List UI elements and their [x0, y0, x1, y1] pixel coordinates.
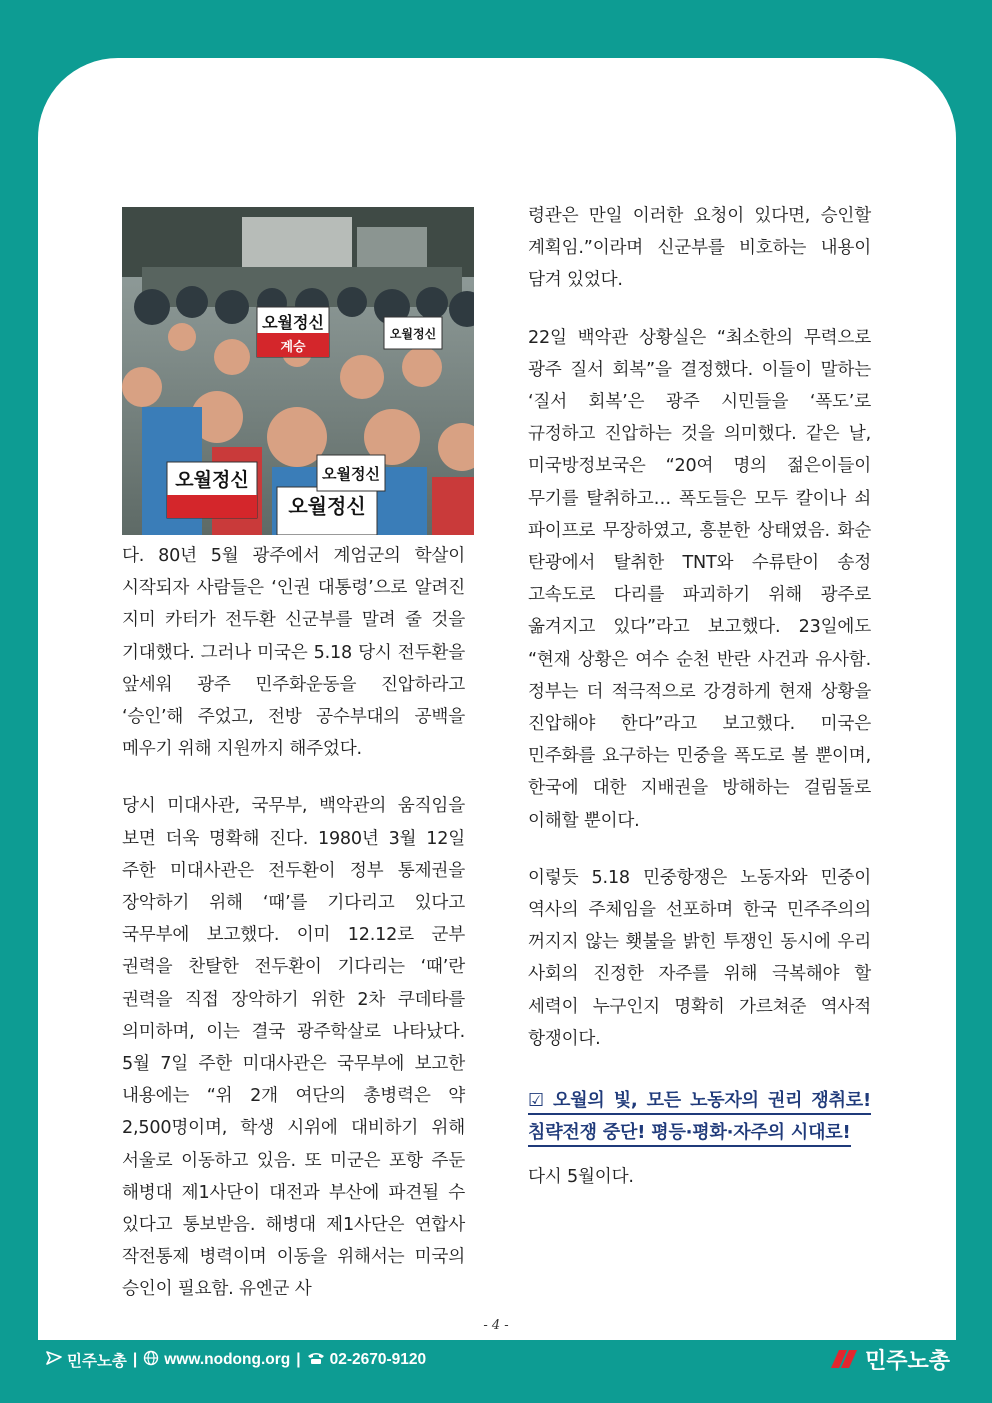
logo	[825, 1344, 950, 1374]
paragraph: 이렇듯 5.18 민중항쟁은 노동자와 민중이 역사의 주체임을 선포하며 한국 민주주의의 꺼지지 않는 횃불을 밝힌 투쟁인 동시에 우리 사회의 진정한 자주를 위해 극복해야 할 세력이 누구인지 명확히 가르쳐준 역사적 항쟁이다.	[528, 867, 871, 1049]
divider: |	[132, 1351, 138, 1368]
logo-text: 민주노총	[864, 1347, 950, 1373]
left-column	[122, 540, 465, 1331]
paragraph: 다. 80년 5월 광주에서 계엄군의 학살이 시작되자 사람들은 ‘인권 대통령’으로 알려진 지미 카터가 전두환 신군부를 말려 줄 것을 기대했다. 그러나 미국은 5.18 당시 전두환을 앞세워 광주 민주화운동을 진압하라고 ‘승인’해 주었고, 전방 공수부대의 공백을 메우기 위해 지원까지 해주었다.	[122, 546, 465, 760]
footer-website-link[interactable]: www.nodong.org	[164, 1351, 291, 1368]
sign-text: 오월정신	[389, 327, 437, 341]
sign-text: 오월정신	[262, 313, 324, 332]
divider: |	[296, 1351, 301, 1368]
globe-icon	[143, 1350, 159, 1371]
footer-contact	[46, 1346, 426, 1374]
sign-text: 오월정신	[322, 465, 380, 483]
send-icon	[46, 1350, 62, 1371]
section-heading	[528, 1085, 871, 1149]
protest-photo	[122, 207, 474, 535]
right-column	[528, 200, 871, 1218]
sign-text: 오월정신	[288, 494, 366, 518]
page-number: - 4 -	[483, 1318, 509, 1333]
footer-phone: 02-2670-9120	[329, 1351, 427, 1368]
logo-mark-icon	[825, 1348, 859, 1370]
sign-text: 오월정신	[175, 469, 249, 491]
paragraph: 당시 미대사관, 국무부, 백악관의 움직임을 보면 더욱 명확해 진다. 1980년 3월 12일 주한 미대사관은 전두환이 정부 통제권을 장악하기 위해 ‘때’를 기다리고 있다고 국무부에 보고했다. 이미 12.12로 군부 권력을 찬탈한 전두환이 기다리는 ‘때’란 권력을 직접 장악하기 위한 2차 쿠데타를 의미하며, 이는 결국 광주학살로 나타났다. 5월 7일 주한 미대사관은 국무부에 보고한 내용에는 “위 2개 여단의 총병력은 약 2,500명이며, 학생 시위에 대비하기 위해 서울로 이동하고 있음. 또 미군은 포항 주둔 해병대 제1사단이 대전과 부산에 파견될 수 있다고 통보받음. 해병대 제1사단은 연합사 작전통제 병력이며 이동을 위해서는 미국의 승인이 필요함. 유엔군 사	[122, 796, 465, 1300]
phone-icon	[307, 1351, 325, 1370]
closing-line: 다시 5월이다.	[528, 1167, 634, 1188]
sign-subtext: 계승	[280, 340, 306, 355]
paragraph: 령관은 만일 이러한 요청이 있다면, 승인할 계획임.”이라며 신군부를 비호하는 내용이 담겨 있었다.	[528, 206, 871, 291]
footer-org: 민주노총	[67, 1353, 127, 1370]
paragraph: 22일 백악관 상황실은 “최소한의 무력으로 광주 질서 회복”을 결정했다. 이들이 말하는 ‘질서 회복’은 광주 시민들을 ‘폭도’로 규정하고 진압하는 것을 의미했다. 같은 날, 미국방정보국은 “20여 명의 젊은이들이 무기를 탈취하고… 폭도들은 모두 칼이나 쇠 파이프로 무장하였고, 흥분한 상태였음. 화순 탄광에서 탈취한 TNT와 수류탄이 송정 고속도로 다리를 파괴하기 위해 광주로 옮겨지고 있다”라고 보고했다. 23일에도 “현재 상황은 여수 순천 반란 사건과 유사함. 정부는 더 적극적으로 강경하게 현재 상황을 진압해야 한다”라고 보고했다. 미국은 민주화를 요구하는 민중을 폭도로 볼 뿐이며, 한국에 대한 지배권을 방해하는 걸림돌로 이해할 뿐이다.	[528, 327, 871, 831]
section-heading-text: ☑ 오월의 빛, 모든 노동자의 권리 쟁취로! 침략전쟁 중단! 평등·평화·자주의 시대로!	[528, 1090, 871, 1147]
